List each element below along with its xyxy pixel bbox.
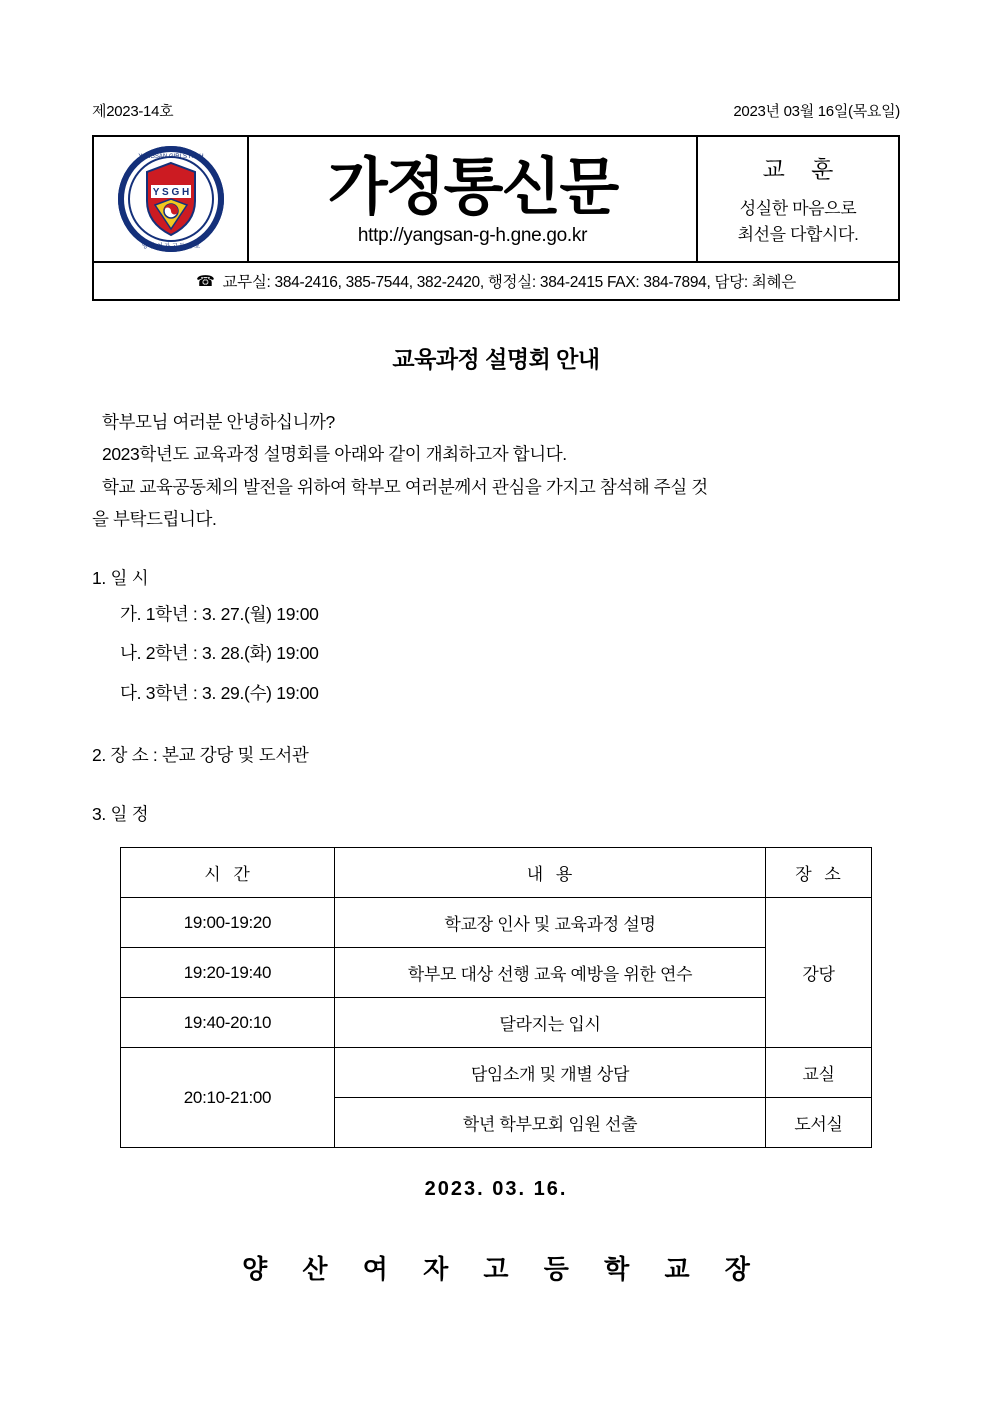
newsletter-title-cell [249, 137, 698, 261]
motto-heading: 교 훈 [762, 156, 844, 182]
motto-line-1: 성실한 마음으로 [739, 199, 857, 218]
greeting-line: 을 부탁드립니다. [92, 509, 217, 530]
schedule-table [120, 847, 872, 1148]
schedule-table-wrapper [92, 847, 900, 1148]
cell-place: 강당 [766, 898, 872, 1048]
footer-date: 2023. 03. 16. [424, 1178, 568, 1201]
masthead [92, 135, 900, 263]
column-header-content: 내 용 [335, 848, 766, 898]
school-crest-icon [117, 145, 225, 253]
section-location [92, 739, 900, 772]
cell-time: 20:10-21:00 [121, 1048, 335, 1148]
svg-text:YANGSAN GIRLS HIGH: YANGSAN GIRLS HIGH [137, 154, 204, 160]
table-row [121, 1048, 872, 1098]
column-header-place: 장 소 [766, 848, 872, 898]
motto-line-2: 최선을 다합시다. [737, 224, 859, 244]
table-row [121, 898, 872, 948]
cell-content: 담임소개 및 개별 상담 [335, 1048, 766, 1098]
cell-content: 달라지는 입시 [335, 998, 766, 1048]
greeting-block [92, 406, 900, 536]
contact-bar [92, 263, 900, 301]
greeting-line: 학교 교육공동체의 발전을 위하여 학부모 여러분께서 관심을 가지고 참석해 주실 것 [102, 476, 708, 497]
section-label: 2. 장 소 : 본교 강당 및 도서관 [92, 744, 309, 765]
section-item: 가. 1학년 : 3. 27.(월) 19:00 [120, 603, 319, 624]
section-schedule-dates [92, 562, 900, 713]
cell-time: 19:40-20:10 [121, 998, 335, 1048]
cell-content: 학년 학부모회 임원 선출 [335, 1098, 766, 1148]
issue-date: 2023년 03월 16일(목요일) [733, 103, 900, 120]
telephone-icon: ☎ [196, 273, 215, 290]
section-item: 다. 3학년 : 3. 29.(수) 19:00 [120, 682, 319, 703]
section-program [92, 798, 900, 831]
cell-time: 19:00-19:20 [121, 898, 335, 948]
newsletter-title: 가정통신문 [327, 150, 618, 224]
school-website-url: http://yangsan-g-h.gne.go.kr [357, 224, 588, 246]
motto-cell [698, 137, 898, 261]
crest-cell [94, 137, 249, 261]
page-title: 교육과정 설명회 안내 [392, 346, 600, 372]
cell-place: 교실 [766, 1048, 872, 1098]
table-row [121, 998, 872, 1048]
contact-text: 교무실: 384-2416, 385-7544, 382-2420, 행정실: 384-2415 FAX: 384-7894, 담당: 최혜은 [222, 274, 796, 291]
section-item: 나. 2학년 : 3. 28.(화) 19:00 [120, 643, 319, 664]
section-label: 1. 일 시 [92, 567, 149, 588]
cell-content: 학교장 인사 및 교육과정 설명 [335, 898, 766, 948]
svg-text:Y S G H: Y S G H [152, 187, 189, 198]
cell-content: 학부모 대상 선행 교육 예방을 위한 연수 [335, 948, 766, 998]
signer-name: 양 산 여 자 고 등 학 교 장 [242, 1254, 764, 1285]
cell-place: 도서실 [766, 1098, 872, 1148]
column-header-time: 시 간 [121, 848, 335, 898]
section-label: 3. 일 정 [92, 804, 149, 825]
table-row [121, 948, 872, 998]
issue-number: 제2023-14호 [92, 103, 174, 120]
svg-text:양 산 여 자 고 등 학 교: 양 산 여 자 고 등 학 교 [141, 244, 200, 250]
greeting-line: 학부모님 여러분 안녕하십니까? [102, 412, 335, 432]
cell-time: 19:20-19:40 [121, 948, 335, 998]
table-header-row [121, 848, 872, 898]
header-meta-row [92, 100, 900, 121]
greeting-line: 2023학년도 교육과정 설명회를 아래와 같이 개최하고자 합니다. [102, 444, 567, 465]
